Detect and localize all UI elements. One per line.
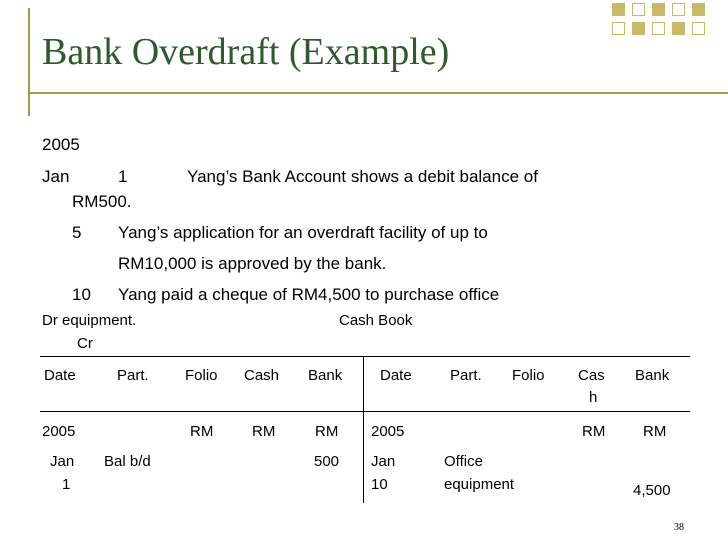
entry2-text-cont: RM10,000 is approved by the bank.: [118, 254, 387, 273]
row1-date-right: Jan: [371, 453, 396, 470]
row1-date-left: Jan: [50, 453, 75, 470]
title-underline: [28, 92, 728, 94]
row1-date-right-day: 10: [371, 476, 388, 493]
header-folio-left: Folio: [185, 367, 218, 384]
header-bank-left: Bank: [308, 367, 343, 384]
decor-square: [612, 22, 625, 35]
row1-part-left: Bal b/d: [104, 453, 151, 470]
decor-square: [652, 3, 665, 16]
header-date-right: Date: [380, 367, 412, 384]
decor-square: [672, 22, 685, 35]
cr-label: Cr: [77, 335, 93, 352]
decor-square: [692, 22, 705, 35]
slide-title: Bank Overdraft (Example): [42, 31, 450, 73]
unit-cash-left: RM: [252, 423, 276, 440]
header-cash-left: Cash: [244, 367, 280, 384]
cash-book-heading: Cash Book: [339, 312, 413, 329]
entry3-text: Yang paid a cheque of RM4,500 to purchase office: [118, 285, 500, 304]
header-part-left: Part.: [117, 367, 149, 384]
header-date-left: Date: [44, 367, 76, 384]
header-cash-right-cont: h: [589, 389, 598, 406]
entry1-text: Yang’s Bank Account shows a debit balance of: [187, 167, 538, 186]
decor-square: [632, 22, 645, 35]
unit-year-right: 2005: [371, 423, 405, 440]
table-top-rule: [40, 356, 690, 357]
entry1-day: 1: [118, 167, 128, 186]
row1-part-right: Office: [444, 453, 483, 470]
entry3-day: 10: [72, 285, 91, 304]
unit-cash-right: RM: [582, 423, 606, 440]
entry1-text-cont: RM500.: [72, 192, 132, 211]
decor-square: [632, 3, 645, 16]
unit-folio-left: RM: [190, 423, 214, 440]
table-center-divider: [363, 356, 364, 503]
entry2-text: Yang’s application for an overdraft facility of up to: [118, 223, 488, 242]
page-number: 38: [674, 522, 684, 533]
year-label: 2005: [42, 135, 80, 154]
decor-square: [692, 3, 705, 16]
unit-year-left: 2005: [42, 423, 76, 440]
decor-square: [652, 22, 665, 35]
entry2-day: 5: [72, 223, 82, 242]
header-folio-right: Folio: [512, 367, 545, 384]
row1-bank-left: 500: [314, 453, 340, 470]
decor-square: [612, 3, 625, 16]
decor-vertical-rule: [28, 8, 30, 116]
header-cash-right: Cas: [578, 367, 605, 384]
header-part-right: Part.: [450, 367, 482, 384]
table-header-rule: [40, 411, 690, 412]
unit-bank-right: RM: [643, 423, 667, 440]
decor-square: [672, 3, 685, 16]
entry1-month: Jan: [42, 167, 70, 186]
row1-date-left-day: 1: [62, 476, 71, 493]
dr-line: Dr equipment.: [42, 312, 137, 329]
row1-bank-right: 4,500: [633, 482, 671, 499]
unit-bank-left: RM: [315, 423, 339, 440]
row1-part-right-cont: equipment: [444, 476, 515, 493]
header-bank-right: Bank: [635, 367, 670, 384]
